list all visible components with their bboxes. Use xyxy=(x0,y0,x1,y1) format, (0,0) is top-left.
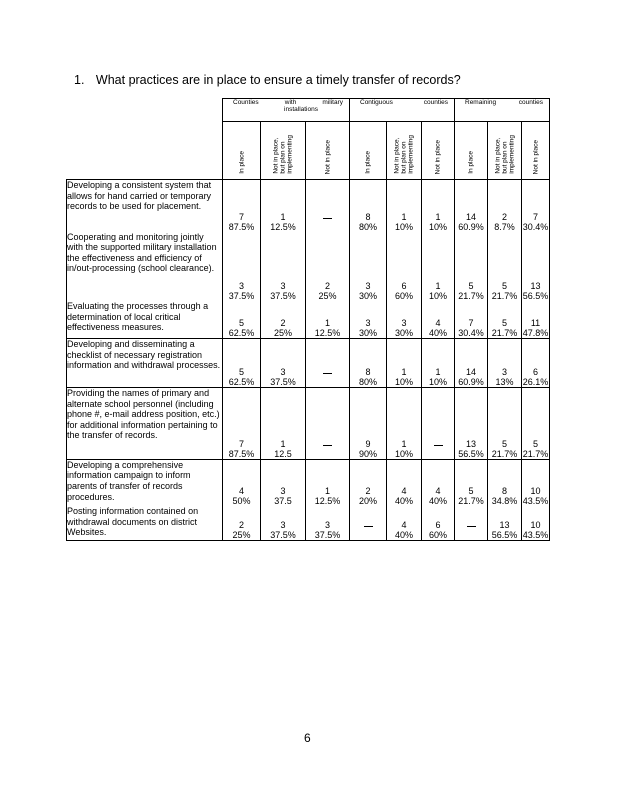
percent-value: 60% xyxy=(394,291,413,302)
percent-value: 12.5% xyxy=(314,496,341,507)
percent-value: 21.7% xyxy=(522,448,549,459)
value-cell xyxy=(350,388,387,460)
count-value: 1 xyxy=(324,318,330,329)
value-cell xyxy=(522,506,550,540)
value-cell xyxy=(455,301,488,338)
count-value: 5 xyxy=(501,318,507,329)
group-header-military xyxy=(223,99,350,122)
value-cell xyxy=(306,180,350,232)
corner-cell xyxy=(67,99,223,180)
group-header-word: installations xyxy=(284,106,318,113)
dash-mark xyxy=(364,526,373,527)
value-cell xyxy=(387,301,422,338)
percent-value: 87.5% xyxy=(228,448,255,459)
percent-value: 37.5% xyxy=(314,530,341,540)
dash-mark xyxy=(323,445,332,446)
value-cell xyxy=(350,459,387,506)
value-cell xyxy=(488,180,522,232)
count-value: 6 xyxy=(401,281,407,292)
dash-mark xyxy=(467,526,476,527)
count-value: 1 xyxy=(324,486,330,497)
percent-value: 80% xyxy=(358,221,377,232)
count-value: 14 xyxy=(465,211,476,222)
value-cell xyxy=(522,232,550,302)
percent-value: 40% xyxy=(428,328,447,339)
column-header-planned: Not in place, but plan on implementing xyxy=(488,122,522,180)
percent-value: 40% xyxy=(394,496,413,507)
percent-value: 12.5% xyxy=(270,221,296,232)
value-cell xyxy=(306,506,350,540)
value-cell xyxy=(522,301,550,338)
value-cell xyxy=(223,232,261,302)
value-cell xyxy=(522,388,550,460)
value-cell xyxy=(306,232,350,302)
percent-value: 34.8% xyxy=(491,496,518,507)
percent-value: 25% xyxy=(318,291,337,302)
count-value: 14 xyxy=(465,367,476,378)
percent-value: 12.5% xyxy=(314,328,341,339)
percent-value: 30.4% xyxy=(458,328,484,339)
column-header-not-in-place: Not in place xyxy=(522,122,550,180)
count-value: 1 xyxy=(435,211,441,222)
table-row xyxy=(67,459,550,506)
count-value: 5 xyxy=(238,318,244,329)
percent-value: 60.9% xyxy=(458,377,484,388)
value-cell xyxy=(261,388,306,460)
value-cell xyxy=(261,232,306,302)
value-cell xyxy=(350,301,387,338)
value-cell xyxy=(488,459,522,506)
count-value: 2 xyxy=(238,520,244,530)
count-value: 3 xyxy=(280,367,286,378)
percent-value: 21.7% xyxy=(491,328,518,339)
practice-cell: Evaluating the processes through a determination of local critical effectiveness measures. xyxy=(67,301,223,338)
count-value: 1 xyxy=(401,438,407,449)
column-header-in-place: In place xyxy=(455,122,488,180)
value-cell xyxy=(350,339,387,388)
table-body xyxy=(67,180,550,541)
percent-value: 87.5% xyxy=(228,221,255,232)
practice-cell: Posting information contained on withdrawal documents on district Websites. xyxy=(67,506,223,540)
dash-mark xyxy=(434,445,443,446)
group-header-word: counties xyxy=(423,99,448,106)
percent-value: 90% xyxy=(358,448,377,459)
percent-value: 21.7% xyxy=(458,496,484,507)
page-number: 6 xyxy=(304,731,311,745)
value-cell xyxy=(261,459,306,506)
count-value: 9 xyxy=(365,438,371,449)
group-header-row xyxy=(67,99,550,122)
percent-value: 21.7% xyxy=(491,291,518,302)
records-transfer-table xyxy=(66,98,550,541)
value-cell xyxy=(488,339,522,388)
count-value: 4 xyxy=(238,486,244,497)
count-value: 5 xyxy=(238,367,244,378)
count-value: 5 xyxy=(501,281,507,292)
group-header-word: with xyxy=(284,99,297,106)
count-value: 3 xyxy=(238,281,244,292)
value-cell xyxy=(223,180,261,232)
percent-value: 37.5% xyxy=(228,291,255,302)
percent-value: 60% xyxy=(428,530,447,540)
percent-value: 43.5% xyxy=(522,530,549,540)
value-cell xyxy=(223,506,261,540)
group-header-word: counties xyxy=(518,99,544,106)
value-cell xyxy=(261,339,306,388)
column-header-in-place: In place xyxy=(223,122,261,180)
practice-cell: Cooperating and monitoring jointly with the supported military installation the effectiveness and efficiency of in/out-processing (school clearance). xyxy=(67,232,223,302)
count-value: 1 xyxy=(435,281,441,292)
percent-value: 62.5% xyxy=(228,328,255,339)
count-value: 3 xyxy=(280,281,286,292)
count-value: 3 xyxy=(280,486,286,497)
count-value: 3 xyxy=(365,281,371,292)
value-cell xyxy=(223,301,261,338)
percent-value: 21.7% xyxy=(491,448,518,459)
table-row xyxy=(67,506,550,540)
count-value: 3 xyxy=(501,367,507,378)
count-value: 6 xyxy=(533,367,539,378)
group-header-contiguous xyxy=(350,99,455,122)
count-value: 11 xyxy=(530,318,541,329)
group-header-remaining xyxy=(455,99,550,122)
value-cell xyxy=(223,459,261,506)
practice-cell: Developing a consistent system that allows for hand carried or temporary records to be used for placement. xyxy=(67,180,223,232)
value-cell xyxy=(223,339,261,388)
percent-value: 30% xyxy=(394,328,413,339)
question-text: What practices are in place to ensure a timely transfer of records? xyxy=(95,73,461,87)
count-value: 4 xyxy=(401,486,407,497)
column-header-planned: Not in place, but plan on implementing xyxy=(387,122,422,180)
count-value: 5 xyxy=(468,486,474,497)
count-value: 3 xyxy=(324,520,330,530)
value-cell xyxy=(422,180,455,232)
percent-value: 30.4% xyxy=(522,221,549,232)
percent-value: 56.5% xyxy=(458,448,484,459)
percent-value: 47.8% xyxy=(522,328,549,339)
value-cell xyxy=(261,180,306,232)
count-value: 7 xyxy=(238,438,244,449)
value-cell xyxy=(422,339,455,388)
value-cell xyxy=(422,459,455,506)
percent-value: 8.7% xyxy=(494,221,515,232)
value-cell xyxy=(522,339,550,388)
count-value: 4 xyxy=(401,520,407,530)
value-cell xyxy=(422,301,455,338)
group-header-word: military xyxy=(322,99,343,106)
value-cell xyxy=(306,301,350,338)
count-value: 7 xyxy=(238,211,244,222)
value-cell xyxy=(306,339,350,388)
table-row xyxy=(67,232,550,302)
value-cell xyxy=(387,459,422,506)
value-cell xyxy=(488,388,522,460)
table-row xyxy=(67,180,550,232)
count-value: 1 xyxy=(401,367,407,378)
percent-value: 62.5% xyxy=(228,377,255,388)
value-cell xyxy=(350,506,387,540)
count-value: 13 xyxy=(530,281,541,292)
percent-value: 10% xyxy=(394,377,413,388)
value-cell xyxy=(387,339,422,388)
table-row xyxy=(67,339,550,388)
value-cell xyxy=(455,388,488,460)
group-header-word: Remaining xyxy=(465,99,497,106)
practice-cell: Providing the names of primary and alternate school personnel (including phone #, e-mail address position, etc.) for additional information pertaining to the transfer of records. xyxy=(67,388,223,460)
count-value: 1 xyxy=(435,367,441,378)
percent-value: 80% xyxy=(358,377,377,388)
practice-cell: Developing and disseminating a checklist of necessary registration information and withdrawal processes. xyxy=(67,339,223,388)
dash-mark xyxy=(323,373,332,374)
count-value: 13 xyxy=(499,520,510,530)
percent-value: 60.9% xyxy=(458,221,484,232)
percent-value: 10% xyxy=(394,221,413,232)
percent-value: 40% xyxy=(394,530,413,540)
count-value: 7 xyxy=(468,318,474,329)
question-heading xyxy=(74,73,461,87)
percent-value: 10% xyxy=(428,221,447,232)
count-value: 1 xyxy=(401,211,407,222)
value-cell xyxy=(522,180,550,232)
value-cell xyxy=(261,301,306,338)
percent-value: 12.5 xyxy=(274,448,292,459)
count-value: 5 xyxy=(501,438,507,449)
value-cell xyxy=(455,459,488,506)
table-row xyxy=(67,388,550,460)
value-cell xyxy=(488,506,522,540)
value-cell xyxy=(455,232,488,302)
percent-value: 37.5% xyxy=(270,530,296,540)
value-cell xyxy=(387,232,422,302)
count-value: 3 xyxy=(365,318,371,329)
group-header-word: Contiguous xyxy=(360,99,393,106)
dash-mark xyxy=(323,218,332,219)
group-header-word: Counties xyxy=(233,99,259,106)
value-cell xyxy=(306,459,350,506)
value-cell xyxy=(306,388,350,460)
value-cell xyxy=(422,506,455,540)
count-value: 4 xyxy=(435,318,441,329)
column-header-planned: Not in place, but plan on implementing xyxy=(261,122,306,180)
count-value: 8 xyxy=(501,486,507,497)
count-value: 4 xyxy=(435,486,441,497)
practice-cell: Developing a comprehensive information campaign to inform parents of transfer of records procedures. xyxy=(67,459,223,506)
value-cell xyxy=(350,180,387,232)
count-value: 2 xyxy=(280,318,286,329)
percent-value: 37.5% xyxy=(270,291,296,302)
percent-value: 43.5% xyxy=(522,496,549,507)
percent-value: 10% xyxy=(428,291,447,302)
count-value: 3 xyxy=(401,318,407,329)
value-cell xyxy=(522,459,550,506)
table-row xyxy=(67,301,550,338)
value-cell xyxy=(387,506,422,540)
value-cell xyxy=(422,388,455,460)
percent-value: 37.5 xyxy=(274,496,292,507)
value-cell xyxy=(488,232,522,302)
count-value: 2 xyxy=(324,281,330,292)
percent-value: 30% xyxy=(358,328,377,339)
count-value: 3 xyxy=(280,520,286,530)
percent-value: 20% xyxy=(358,496,377,507)
count-value: 5 xyxy=(468,281,474,292)
percent-value: 56.5% xyxy=(491,530,518,540)
column-header-in-place: In place xyxy=(350,122,387,180)
column-header-not-in-place: Not in place xyxy=(422,122,455,180)
column-header-not-in-place: Not in place xyxy=(306,122,350,180)
question-number: 1. xyxy=(74,73,85,87)
percent-value: 10% xyxy=(428,377,447,388)
percent-value: 30% xyxy=(358,291,377,302)
count-value: 2 xyxy=(501,211,507,222)
count-value: 5 xyxy=(533,438,539,449)
value-cell xyxy=(488,301,522,338)
percent-value: 56.5% xyxy=(522,291,549,302)
value-cell xyxy=(223,388,261,460)
percent-value: 25% xyxy=(273,328,292,339)
count-value: 1 xyxy=(280,211,286,222)
percent-value: 10% xyxy=(394,448,413,459)
value-cell xyxy=(350,232,387,302)
count-value: 13 xyxy=(465,438,476,449)
value-cell xyxy=(261,506,306,540)
value-cell xyxy=(387,180,422,232)
percent-value: 40% xyxy=(428,496,447,507)
count-value: 2 xyxy=(365,486,371,497)
count-value: 10 xyxy=(530,486,541,497)
percent-value: 21.7% xyxy=(458,291,484,302)
percent-value: 37.5% xyxy=(270,377,296,388)
count-value: 1 xyxy=(280,438,286,449)
value-cell xyxy=(422,232,455,302)
count-value: 7 xyxy=(533,211,539,222)
count-value: 6 xyxy=(435,520,441,530)
value-cell xyxy=(455,339,488,388)
percent-value: 13% xyxy=(495,377,514,388)
count-value: 10 xyxy=(530,520,541,530)
percent-value: 50% xyxy=(232,496,251,507)
percent-value: 25% xyxy=(232,530,251,540)
value-cell xyxy=(455,506,488,540)
count-value: 8 xyxy=(365,211,371,222)
count-value: 8 xyxy=(365,367,371,378)
value-cell xyxy=(387,388,422,460)
value-cell xyxy=(455,180,488,232)
percent-value: 26.1% xyxy=(522,377,549,388)
